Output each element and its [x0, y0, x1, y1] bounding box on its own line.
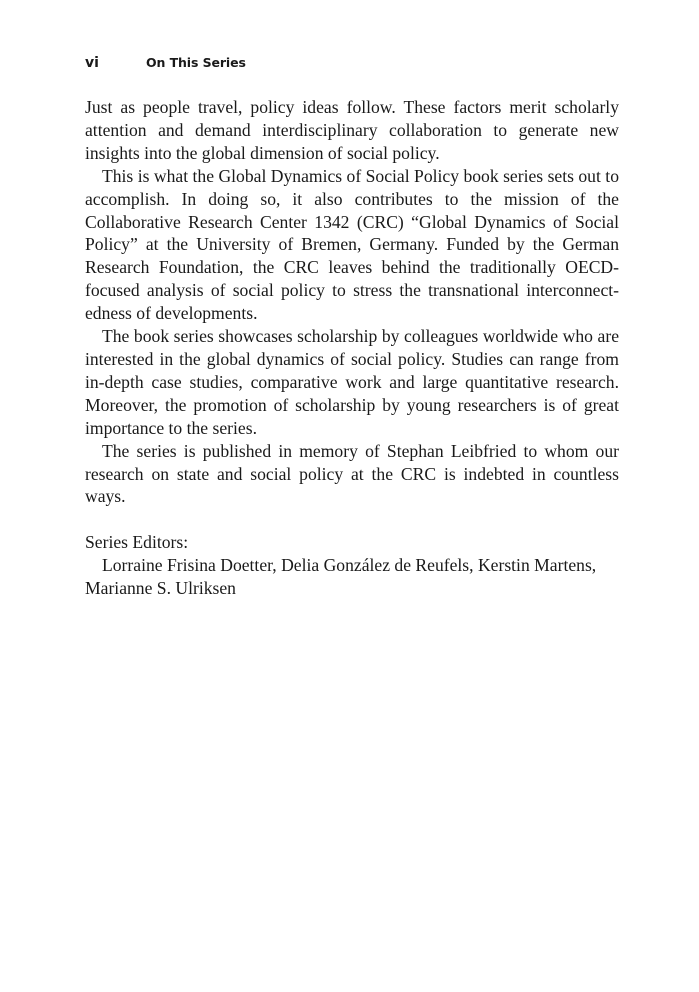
body-text: [85, 96, 619, 600]
series-editors-names: Lorraine Frisina Doetter, Delia González de Reufels, Kerstin Martens, Marianne S. Ulriksen: [85, 555, 597, 599]
paragraph-scholarship: The book series showcases scholarship by colleagues worldwide who are interested in the global dynamics of social policy. Studies can range from in-depth case studies, comparative work and large quantitative research. Moreover, the promotion of scholarship by young researchers is of great importance to the series.: [85, 326, 619, 438]
paragraph-mission: This is what the Global Dynamics of Social Policy book series sets out to accomplish. In doing so, it also contributes to the mission of the Collaborative Research Center 1342 (CRC) “Global Dynamics of Social Policy” at the University of Bremen, Germany. Funded by the German Research Foundation, the CRC leaves behind the traditionally OECD-focused analysis of social policy to stress the transnational interconnectedness of developments.: [85, 165, 619, 324]
paragraph-memorial: The series is published in memory of Stephan Leibfried to whom our research on state and social policy at the CRC is indebted in countless ways.: [85, 440, 619, 507]
series-editors: [85, 531, 619, 600]
section-title: On This Series: [146, 55, 246, 70]
series-editors-label: Series Editors:: [85, 532, 189, 553]
page-number: vi: [85, 55, 99, 71]
running-head: [85, 54, 619, 72]
paragraph-intro: Just as people travel, policy ideas follow. These factors merit scholarly attention and demand interdisciplinary collaboration to generate new insights into the global dimension of social policy.: [85, 97, 619, 163]
